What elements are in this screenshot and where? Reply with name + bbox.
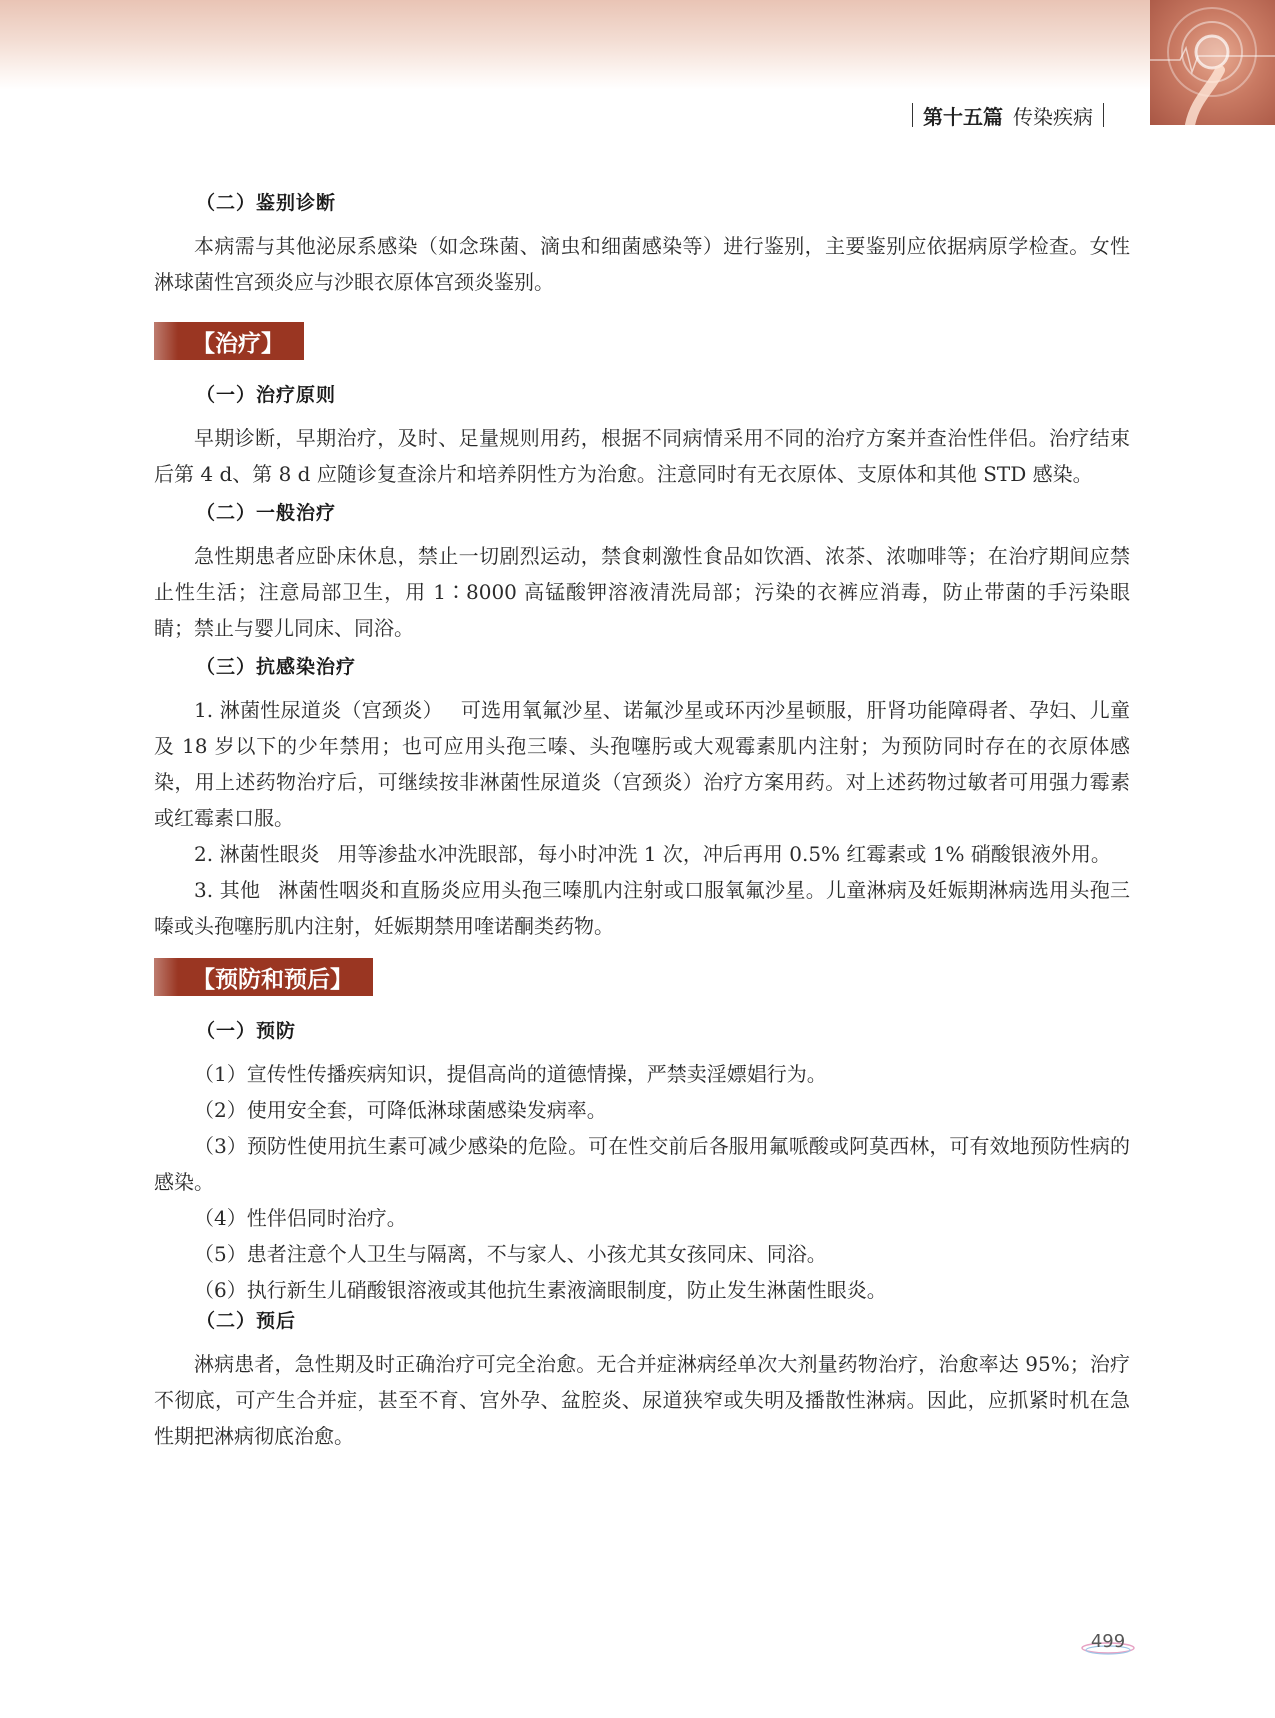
section-subheading: （二）预后 <box>196 1310 297 1332</box>
section-subheading: （二）鉴别诊断 <box>196 192 337 214</box>
list-item <box>154 872 1130 944</box>
list-item-text: 可选用氧氟沙星、诺氟沙星或环丙沙星顿服，肝肾功能障碍者、孕妇、儿童及 18 岁以下的少年禁用；也可应用头孢三嗪、头孢噻肟或大观霉素肌内注射；为预防同时存在的衣原体感染，用上述药物治疗后，可继续按非淋菌性尿道炎（宫颈炎）治疗方案用药。对上述药物过敏者可用强力霉素或红霉素口服。 <box>154 698 1130 830</box>
section-subheading: （二）一般治疗 <box>196 502 337 524</box>
paragraph: 本病需与其他泌尿系感染（如念珠菌、滴虫和细菌感染等）进行鉴别，主要鉴别应依据病原学检查。女性淋球菌性宫颈炎应与沙眼衣原体宫颈炎鉴别。 <box>154 234 1130 294</box>
stethoscope-icon <box>1150 0 1275 125</box>
section-subheading: （一）治疗原则 <box>196 384 337 406</box>
list-item-text: （4）性伴侣同时治疗。 <box>194 1206 407 1230</box>
running-head <box>912 100 1104 130</box>
paragraph: 早期诊断，早期治疗，及时、足量规则用药，根据不同病情采用不同的治疗方案并查治性伴侣。治疗结束后第 4 d、第 8 d 应随诊复查涂片和培养阴性方为治愈。注意同时有无衣原体、支原体和其他 STD 感染。 <box>154 426 1130 486</box>
list-item-text: （5）患者注意个人卫生与隔离，不与家人、小孩尤其女孩同床、同浴。 <box>194 1242 827 1266</box>
section-banner: 【预防和预后】 <box>154 958 367 996</box>
section-banner: 【治疗】 <box>154 322 298 360</box>
list-item <box>154 692 1130 836</box>
list-item <box>154 1092 1130 1128</box>
section-banner-row <box>154 944 1130 1018</box>
list-item-lead: 1. 淋菌性尿道炎（宫颈炎） <box>194 698 443 722</box>
list-item-text: 用等渗盐水冲洗眼部，每小时冲洗 1 次，冲后再用 0.5% 红霉素或 1% 硝酸银液外用。 <box>337 842 1111 866</box>
paragraph: 急性期患者应卧床休息，禁止一切剧烈运动，禁食刺激性食品如饮酒、浓茶、浓咖啡等；在治疗期间应禁止性生活；注意局部卫生，用 1∶8000 高锰酸钾溶液清洗局部；污染的衣裤应消毒，防止带菌的手污染眼睛；禁止与婴儿同床、同浴。 <box>154 544 1130 640</box>
list-item-text: （1）宣传性传播疾病知识，提倡高尚的道德情操，严禁卖淫嫖娼行为。 <box>194 1062 827 1086</box>
header-band <box>0 0 1275 90</box>
section-subheading: （三）抗感染治疗 <box>196 656 357 678</box>
list-item-text: 淋菌性咽炎和直肠炎应用头孢三嗪肌内注射或口服氧氟沙星。儿童淋病及妊娠期淋病选用头孢三嗪或头孢噻肟肌内注射，妊娠期禁用喹诺酮类药物。 <box>154 878 1130 938</box>
page-number: 499 <box>1078 1626 1138 1658</box>
list-item <box>154 836 1130 872</box>
running-head-divider-left <box>912 103 913 127</box>
list-item-lead: 3. 其他 <box>194 878 261 902</box>
list-item <box>154 1200 1130 1236</box>
list-item <box>154 1236 1130 1272</box>
header-decoration-image <box>1150 0 1275 125</box>
running-head-part: 第十五篇 <box>923 104 1003 129</box>
list-item-text: （3）预防性使用抗生素可减少感染的危险。可在性交前后各服用氟哌酸或阿莫西林，可有效地预防性病的感染。 <box>154 1134 1130 1194</box>
list-item <box>154 1272 1130 1308</box>
list-item <box>154 1128 1130 1200</box>
list-item-lead: 2. 淋菌性眼炎 <box>194 842 320 866</box>
running-head-title: 传染疾病 <box>1013 104 1093 129</box>
page-content <box>154 190 1130 1462</box>
section-subheading: （一）预防 <box>196 1020 297 1042</box>
list-item <box>154 1056 1130 1092</box>
list-item-text: （2）使用安全套，可降低淋球菌感染发病率。 <box>194 1098 607 1122</box>
list-item-text: （6）执行新生儿硝酸银溶液或其他抗生素液滴眼制度，防止发生淋菌性眼炎。 <box>194 1278 887 1302</box>
section-banner-row <box>154 308 1130 382</box>
running-head-divider-right <box>1103 103 1104 127</box>
paragraph: 淋病患者，急性期及时正确治疗可完全治愈。无合并症淋病经单次大剂量药物治疗，治愈率达 95%；治疗不彻底，可产生合并症，甚至不育、宫外孕、盆腔炎、尿道狭窄或失明及播散性淋病。因此，应抓紧时机在急性期把淋病彻底治愈。 <box>154 1352 1130 1448</box>
